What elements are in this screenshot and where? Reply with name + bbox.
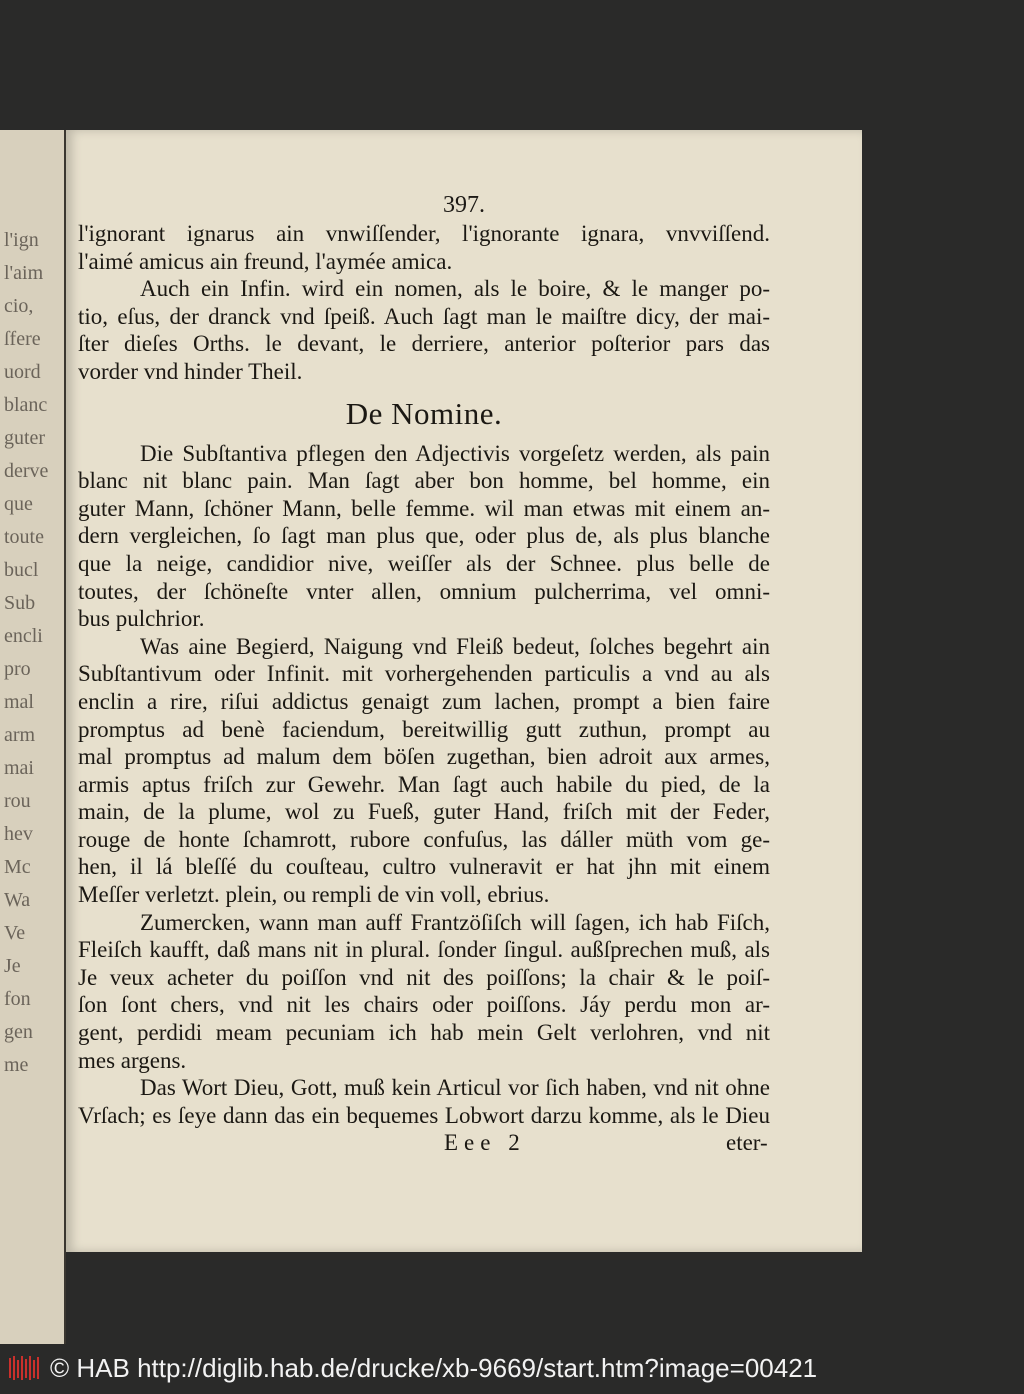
left-page-fragment: Sub bbox=[4, 592, 36, 614]
left-page-fragment: Je bbox=[4, 955, 21, 977]
text-line: Fleiſch kaufft, daß mans nit in plural. ſonder ſingul. außſprechen muß, als bbox=[78, 937, 770, 963]
left-page-fragment: que bbox=[4, 493, 33, 515]
left-page-fragment: hev bbox=[4, 823, 33, 845]
left-page-fragment: ſfere bbox=[4, 328, 41, 350]
left-page-fragment: rou bbox=[4, 790, 31, 812]
page-number: 397. bbox=[443, 192, 485, 218]
text-line: Das Wort Dieu, Gott, muß kein Articul vor ſich haben, vnd nit ohne bbox=[140, 1075, 770, 1101]
text-line: blanc nit blanc pain. Man ſagt aber bon homme, bel homme, ein bbox=[78, 468, 770, 494]
hab-logo-icon bbox=[8, 1354, 40, 1382]
text-line: Je veux acheter du poiſſon vnd nit des poiſſons; la chair & le poiſ- bbox=[78, 964, 770, 990]
text-line: Die Subſtantiva pflegen den Adjectivis vorgeſetz werden, als pain bbox=[140, 440, 770, 466]
section-heading: De Nomine. bbox=[345, 395, 503, 431]
left-page-fragment: arm bbox=[4, 724, 36, 746]
left-page-fragment: gen bbox=[4, 1021, 33, 1043]
text-line: guter Mann, ſchöner Mann, belle femme. wil man etwas mit einem an- bbox=[78, 495, 770, 521]
text-line: hen, il lá bleſſé du couſteau, cultro vulneravit er hat jhn mit einem bbox=[78, 854, 770, 880]
left-page-fragment: toute bbox=[4, 526, 44, 548]
text-line: dern vergleichen, ſo ſagt man plus que, oder plus de, als plus blanche bbox=[78, 523, 770, 549]
left-page-fragment: fon bbox=[4, 988, 31, 1010]
text-line: bus pulchrior. bbox=[78, 606, 205, 632]
left-page-fragment: pro bbox=[4, 658, 31, 680]
left-page-fragment: Wa bbox=[4, 889, 31, 911]
left-page-edge bbox=[0, 130, 66, 1380]
text-line: Was aine Begierd, Naigung vnd Fleiß bedeut, ſolches begehrt ain bbox=[140, 633, 770, 659]
left-page-fragment: encli bbox=[4, 625, 43, 647]
text-line: Subſtantivum oder Infinit. mit vorhergehenden particulis a vnd au als bbox=[78, 661, 770, 687]
text-line: Vrſach; es ſeye dann das ein bequemes Lobwort darzu komme, als le Dieu bbox=[78, 1102, 770, 1128]
left-page-fragment: blanc bbox=[4, 394, 48, 416]
left-page-fragment: l'aim bbox=[4, 262, 44, 284]
text-line: Zumercken, wann man auff Frantzöſiſch will ſagen, ich hab Fiſch, bbox=[140, 909, 770, 935]
left-page-fragment: bucl bbox=[4, 559, 39, 581]
text-line: que la neige, candidior nive, weiſſer als der Schnee. plus belle de bbox=[78, 550, 770, 576]
copyright-bar bbox=[0, 1344, 1024, 1394]
text-line: promptus ad benè faciendum, bereitwillig gutt zuthun, prompt au bbox=[78, 716, 770, 742]
left-page-fragment: cio, bbox=[4, 295, 34, 317]
text-line: vorder vnd hinder Theil. bbox=[78, 358, 303, 384]
left-page-fragment: Mc bbox=[4, 856, 31, 878]
text-line: enclin a rire, riſui addictus genaigt zum lachen, prompt a bien faire bbox=[78, 688, 770, 714]
text-line: gent, perdidi meam pecuniam ich hab mein Gelt verlohren, vnd nit bbox=[78, 1020, 770, 1046]
text-line: l'aimé amicus ain freund, l'aymée amica. bbox=[78, 248, 453, 274]
book-page bbox=[66, 130, 862, 1252]
left-page-fragment: mai bbox=[4, 757, 34, 779]
left-page-fragment: uord bbox=[4, 361, 41, 383]
text-line: mal promptus ad malum dem böſen zugethan, bien adroit aux armes, bbox=[78, 744, 770, 770]
text-line: ſter dieſes Orths. le devant, le derriere, anterior poſterior pars das bbox=[78, 331, 770, 357]
text-line: main, de la plume, wol zu Fueß, guter Hand, friſch mit der Feder, bbox=[78, 799, 770, 825]
left-page-fragment: mal bbox=[4, 691, 34, 713]
text-line: armis aptus friſch zur Gewehr. Man ſagt auch habile du pied, de la bbox=[78, 771, 770, 797]
text-line: ſon ſont chers, vnd nit les chairs oder poiſſons. Jáy perdu mon ar- bbox=[78, 992, 770, 1018]
text-line: l'ignorant ignarus ain vnwiſſender, l'ignorante ignara, vnvviſſend. bbox=[78, 221, 770, 246]
left-page-fragment: guter bbox=[4, 427, 46, 449]
text-line: Meſſer verletzt. plein, ou rempli de vin voll, ebrius. bbox=[78, 882, 550, 908]
left-page-fragment: me bbox=[4, 1054, 29, 1076]
left-page-fragment: Ve bbox=[4, 922, 26, 944]
copyright-text: © HAB http://diglib.hab.de/drucke/xb-9669/start.htm?image=00421 bbox=[50, 1353, 818, 1383]
left-page-fragment: derve bbox=[4, 460, 49, 482]
signature-mark: Eee 2 bbox=[444, 1130, 526, 1155]
page-text bbox=[78, 220, 770, 1129]
text-line: Auch ein Infin. wird ein nomen, als le boire, & le manger po- bbox=[140, 276, 770, 302]
text-line: mes argens. bbox=[78, 1047, 187, 1073]
text-line: rouge de honte ſchamrott, rubore confuſus, las dáller müth vom ge- bbox=[78, 826, 770, 852]
text-line: toutes, der ſchöneſte vnter allen, omnium pulcherrima, vel omni- bbox=[78, 578, 770, 604]
left-page-fragment: l'ign bbox=[4, 229, 39, 251]
text-line: tio, eſus, der dranck vnd ſpeiß. Auch ſagt man le maiſtre dicy, der mai- bbox=[78, 303, 770, 329]
catchword: eter- bbox=[726, 1130, 768, 1155]
